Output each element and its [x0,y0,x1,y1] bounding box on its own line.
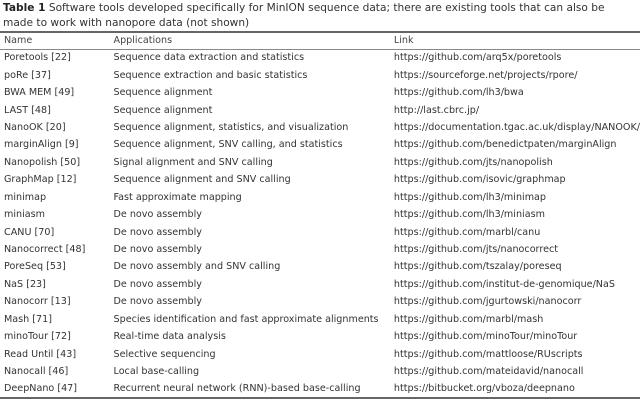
tool-link: https://github.com/mateidavid/nanocall [393,366,584,378]
table-row [0,258,640,275]
table-row [0,293,640,310]
table-row [0,154,640,171]
table-row [0,101,640,118]
table-row [0,66,640,83]
tool-application: De novo assembly [113,244,202,256]
tool-link: https://github.com/minoTour/minoTour [393,331,578,343]
tool-application: De novo assembly and SNV calling [113,261,281,273]
tool-application: Selective sequencing [113,348,216,360]
header-row [0,32,640,49]
tool-application: Real-time data analysis [113,331,226,343]
tool-application: Fast approximate mapping [113,191,242,203]
tool-link: https://github.com/tszalay/poreseq [393,261,562,273]
table-row [0,189,640,206]
header-link: Link [390,32,640,49]
tool-link: http://last.cbrc.jp/ [393,104,480,116]
tool-link: https://github.com/marbl/mash [393,313,544,325]
tool-link: https://github.com/marbl/canu [393,226,541,238]
tool-name: GraphMap [12] [4,174,77,186]
tool-link: https://sourceforge.net/projects/rpore/ [393,69,578,81]
table-row [0,136,640,153]
table-row [0,311,640,328]
table-row [0,223,640,240]
tool-link: https://github.com/lh3/minimap [393,191,547,203]
table-label: Table 1 [3,2,46,14]
tool-link: https://github.com/isovic/graphmap [393,174,566,186]
tool-application: De novo assembly [113,209,202,221]
tool-application: Species identification and fast approximate alignments [113,313,379,325]
table-row [0,380,640,397]
tool-application: Sequence extraction and basic statistics [113,69,308,81]
table-row [0,241,640,258]
tool-application: Sequence alignment [113,104,213,116]
tool-link: https://github.com/jgurtowski/nanocorr [393,296,582,308]
header-name: Name [0,32,110,49]
tool-application: Signal alignment and SNV calling [113,156,273,168]
tool-application: Recurrent neural network (RNN)-based base-calling [113,383,361,395]
tool-link: https://github.com/lh3/miniasm [393,209,545,221]
tool-link: https://github.com/institut-de-genomique/NaS [393,278,615,290]
tool-name: Mash [71] [4,313,52,325]
tool-name: NaS [23] [4,278,46,290]
table-row [0,49,640,66]
tool-application: De novo assembly [113,296,202,308]
tool-link: https://github.com/arq5x/poretools [393,52,562,64]
tool-name: minimap [4,191,47,203]
table-row [0,276,640,293]
table-row [0,84,640,101]
tool-link: https://github.com/jts/nanocorrect [393,244,559,256]
tool-link: https://github.com/jts/nanopolish [393,156,553,168]
tool-name: Read Until [43] [4,348,77,360]
tool-link: https://github.com/lh3/bwa [393,87,524,99]
header-applications: Applications [110,32,390,49]
tool-application: Sequence alignment, SNV calling, and statistics [113,139,343,151]
tool-link: https://bitbucket.org/vboza/deepnano [393,383,575,395]
tool-name: CANU [70] [4,226,55,238]
tool-application: Sequence alignment and SNV calling [113,174,291,186]
tool-application: Sequence alignment, statistics, and visualization [113,121,349,133]
software-tools-table [0,31,640,399]
tool-name: Nanocorrect [48] [4,244,86,256]
tool-name: miniasm [4,209,45,221]
tool-application: De novo assembly [113,226,202,238]
tool-application: Sequence alignment [113,87,213,99]
tool-name: Poretools [22] [4,52,71,64]
tool-application: Local base-calling [113,366,200,378]
tool-name: DeepNano [47] [4,383,78,395]
tool-link: https://github.com/mattloose/RUscripts [393,348,583,360]
tool-name: BWA MEM [49] [4,87,75,99]
table-row [0,206,640,223]
tool-name: poRe [37] [4,69,51,81]
tool-name: PoreSeq [53] [4,261,66,273]
tool-application: Sequence data extraction and statistics [113,52,305,64]
tool-name: Nanocorr [13] [4,296,71,308]
table-row [0,119,640,136]
tool-application: De novo assembly [113,278,202,290]
tool-name: NanoOK [20] [4,121,66,133]
tool-link: https://github.com/benedictpaten/marginAlign [393,139,617,151]
tool-name: Nanopolish [50] [4,156,81,168]
table-row [0,363,640,380]
table-row [0,328,640,345]
table-row [0,345,640,362]
tool-name: LAST [48] [4,104,51,116]
tool-link: https://documentation.tgac.ac.uk/display/NANOOK/ [393,121,640,133]
tool-name: marginAlign [9] [4,139,79,151]
caption-text: Software tools developed specifically for MinION sequence data; there are existing tools that can also be made to work with nanopore data (not shown) [3,2,605,29]
tool-name: minoTour [72] [4,331,71,343]
tool-name: Nanocall [46] [4,366,69,378]
table-row [0,171,640,188]
table-caption [3,1,637,31]
